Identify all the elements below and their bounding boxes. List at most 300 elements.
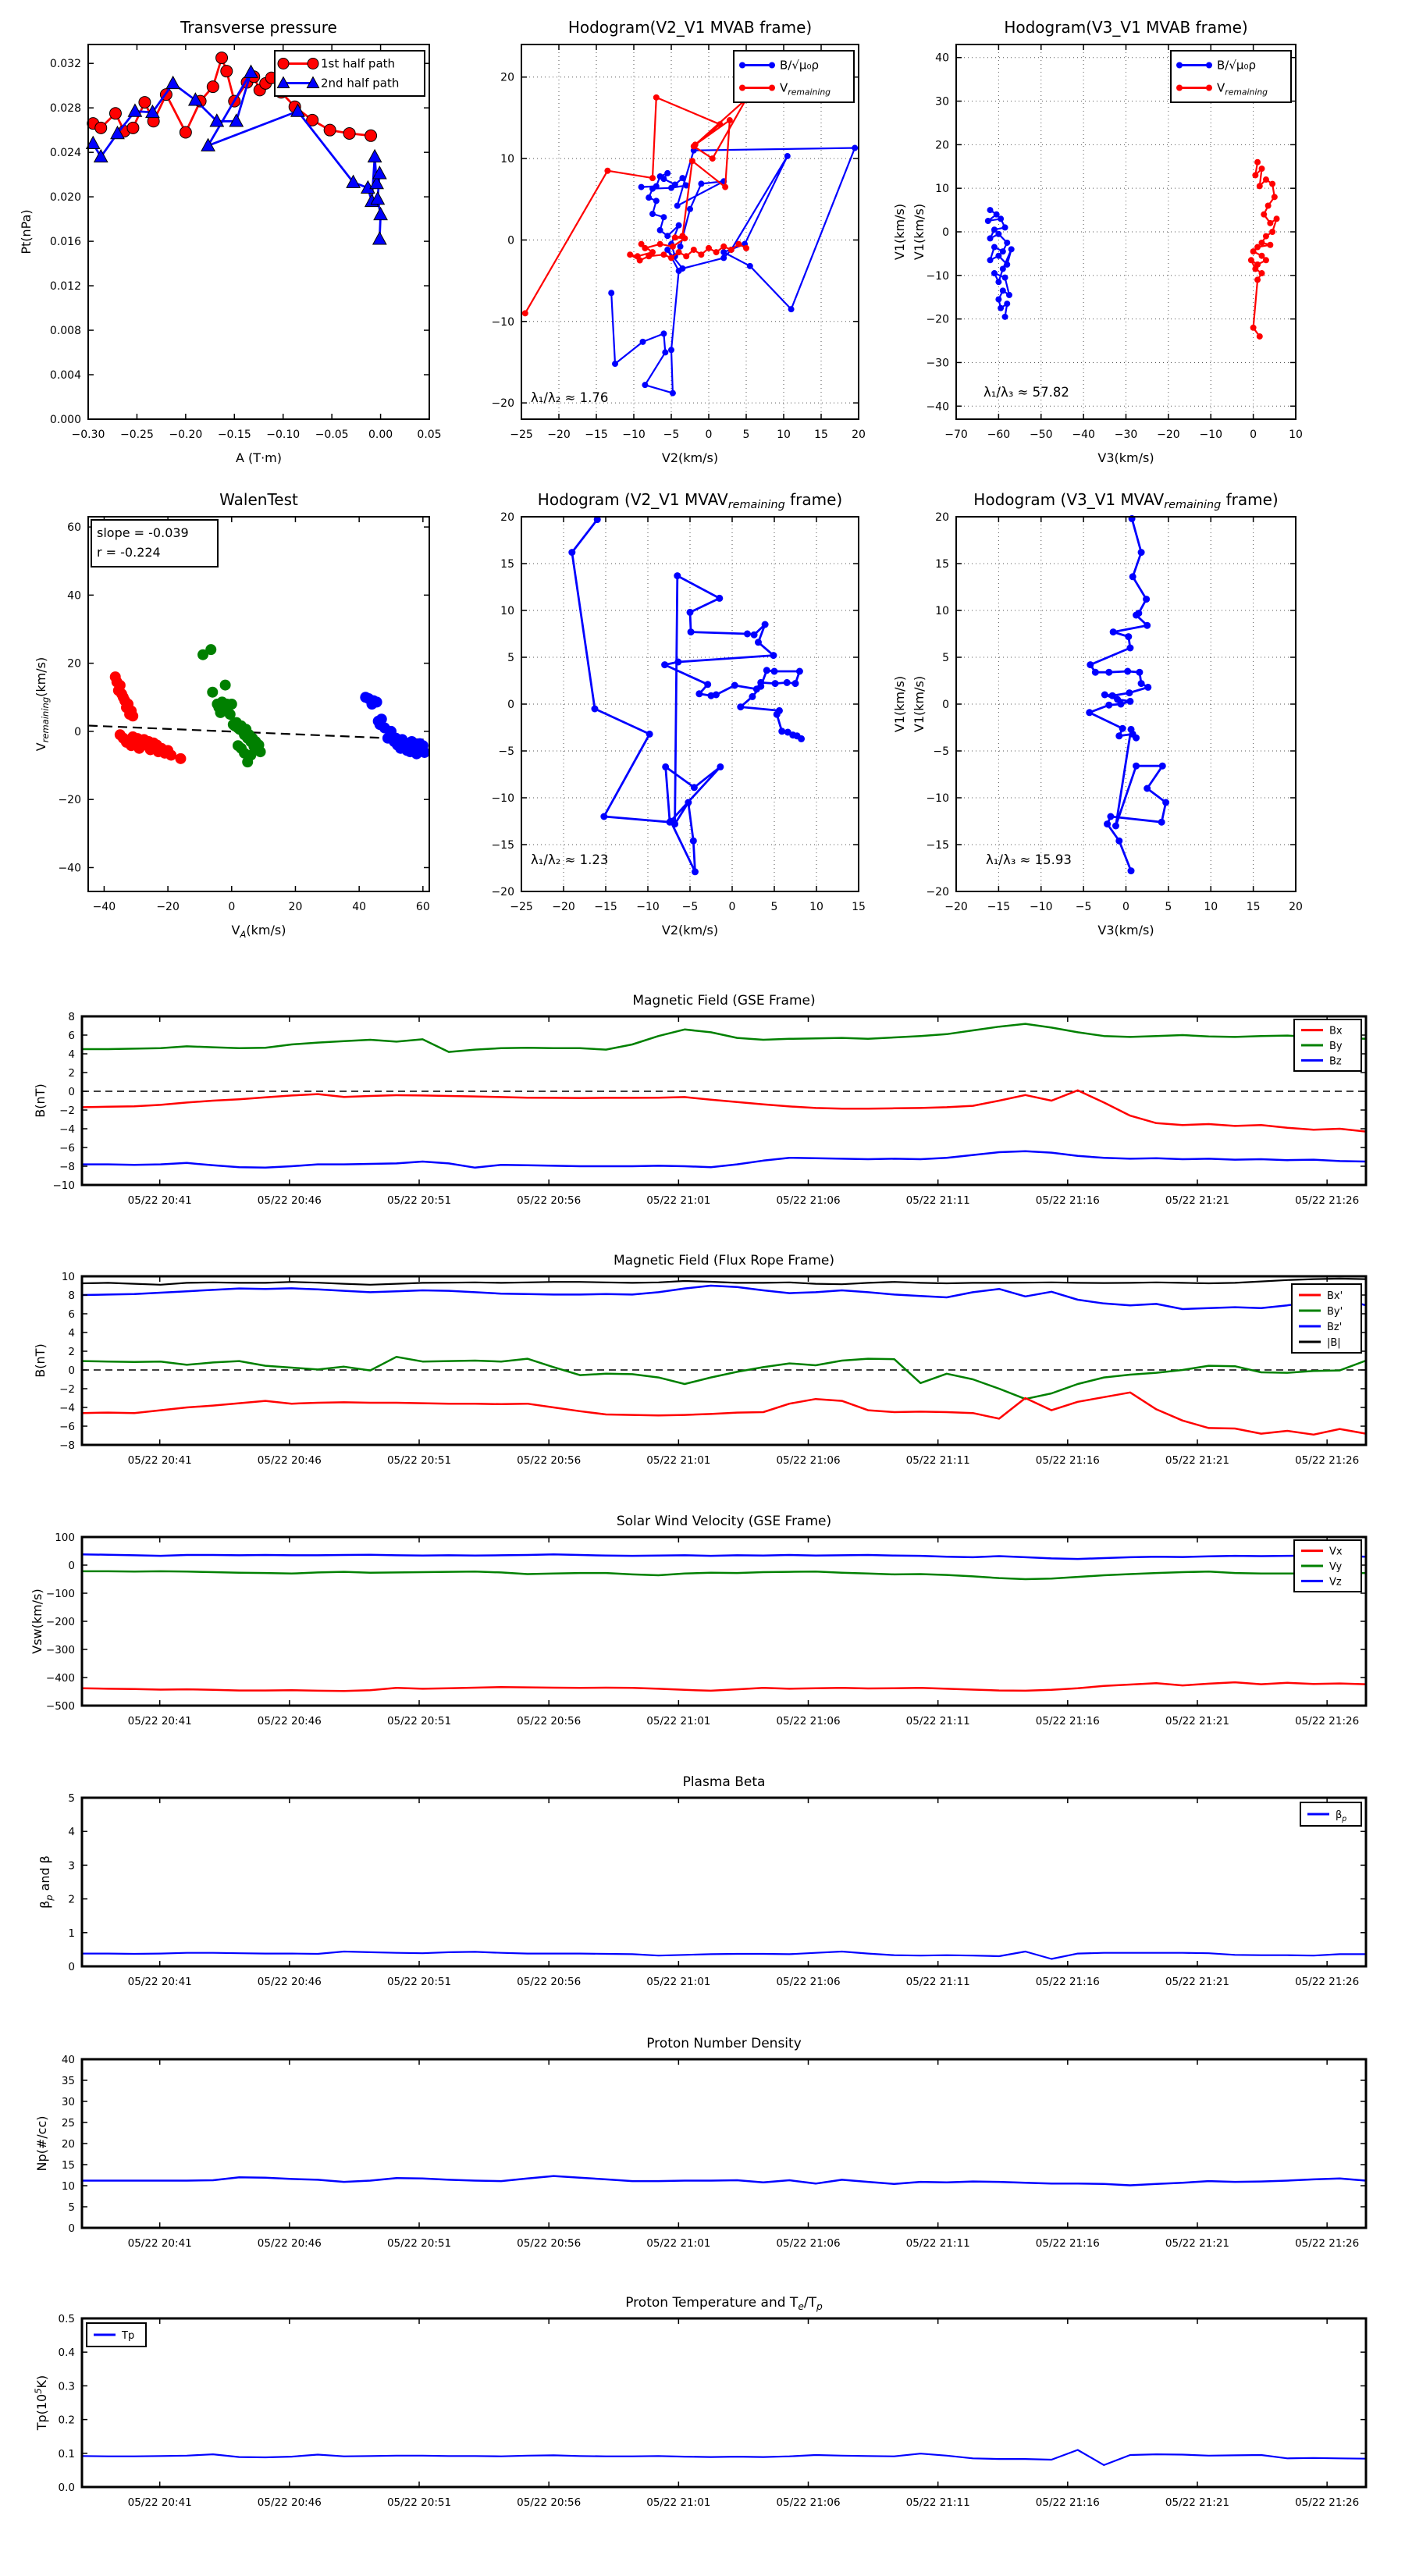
x-tick-label: −40 [1072, 429, 1095, 441]
legend-label: $V_{remaining}$ [780, 80, 831, 98]
marker-circle [365, 130, 377, 141]
chart-title: WalenTest [219, 490, 298, 509]
legend-label: B/√μ₀ρ [1217, 58, 1256, 73]
marker-dot [796, 668, 803, 675]
x-tick-label: 05/22 21:01 [646, 2237, 711, 2250]
marker-dot [1002, 224, 1008, 230]
chart-title: Proton Number Density [646, 2036, 802, 2051]
y-tick-label: 0.004 [49, 369, 81, 382]
axis-ticks [82, 2318, 1366, 2487]
x-tick-label: 05/22 21:01 [646, 1976, 711, 1988]
chart-title: Hodogram (V2_V1 $MVAV_{remaining}$ frame) [537, 490, 843, 511]
axis-ticks [82, 2059, 1366, 2228]
marker-circle [308, 59, 318, 69]
y-tick-label: 4 [68, 1327, 75, 1340]
marker-dot [687, 609, 694, 616]
x-tick-label: −0.05 [315, 429, 349, 441]
series-line [82, 1357, 1366, 1399]
marker-dot [175, 753, 186, 764]
y-tick-label: −10 [491, 315, 514, 329]
y-tick-label: 0 [68, 1961, 75, 1973]
marker-dot [995, 253, 1001, 259]
x-tick-label: 05/22 21:26 [1295, 2237, 1360, 2250]
x-tick-label: 05/22 21:01 [646, 1454, 711, 1467]
marker-dot [1105, 702, 1112, 709]
legend-label: B/√μ₀ρ [780, 58, 819, 73]
marker-dot [1138, 680, 1145, 687]
y-tick-label: 0.016 [49, 236, 81, 249]
y-tick-label: 8 [68, 1290, 75, 1302]
y-tick-label: 0.012 [49, 280, 81, 294]
x-tick-label: −5 [663, 429, 680, 441]
chart-title: Magnetic Field (GSE Frame) [632, 993, 816, 1009]
x-tick-label: 05/22 20:41 [127, 2237, 192, 2250]
series-line [82, 1151, 1366, 1168]
x-tick-label: −0.20 [169, 429, 203, 441]
marker-dot [1128, 726, 1135, 733]
legend-label: $V_{remaining}$ [1217, 80, 1268, 98]
tick-labels [53, 1011, 1360, 1207]
y-tick-label: 5 [507, 652, 514, 664]
marker-dot [739, 62, 745, 69]
marker-dot [676, 222, 682, 229]
y-tick-label: −10 [926, 269, 949, 283]
marker-dot [778, 728, 785, 735]
y-tick-label: 4 [68, 1048, 75, 1061]
marker-dot [1107, 813, 1114, 820]
x-tick-label: 05/22 20:46 [257, 2237, 322, 2250]
y-tick-label: 3 [68, 1859, 75, 1873]
x-tick-label: 20 [852, 429, 866, 441]
y-tick-label: 6 [68, 1030, 75, 1042]
marker-dot [1267, 242, 1273, 248]
y-tick-label: 10 [61, 2180, 75, 2193]
x-tick-label: 0 [228, 901, 236, 913]
series-Vz [82, 1554, 1366, 1559]
marker-dot [165, 749, 176, 760]
x-tick-label: −0.30 [71, 429, 105, 441]
marker-dot [1006, 292, 1012, 298]
x-tick-label: 05/22 20:56 [517, 1715, 582, 1727]
x-tick-label: 05/22 21:11 [905, 1976, 970, 1988]
y-axis-label: $V_{remaining}(km/s)$ [34, 656, 51, 752]
y-tick-label: 0 [74, 725, 81, 738]
y-tick-label: −20 [926, 886, 949, 898]
marker-dot [687, 206, 693, 212]
x-axis-label: V3(km/s) [1097, 923, 1154, 938]
series-line [82, 1571, 1366, 1579]
marker-dot [1004, 240, 1010, 246]
marker-dot [671, 820, 678, 827]
marker-dot [1110, 628, 1117, 635]
y-tick-label: 15 [935, 558, 949, 571]
y-tick-label: −100 [45, 1588, 75, 1600]
marker-dot [1263, 176, 1269, 183]
marker-dot [998, 215, 1004, 222]
x-tick-label: 05/22 21:11 [905, 1194, 970, 1207]
marker-dot [1101, 692, 1108, 699]
y-tick-label: −10 [491, 792, 514, 805]
axis-ticks [82, 1537, 1366, 1706]
marker-dot [1144, 785, 1151, 792]
marker-dot [1002, 314, 1008, 320]
series-V-remaining [522, 94, 749, 317]
x-tick-label: 05/22 21:21 [1165, 1194, 1230, 1207]
y-tick-label: −30 [926, 357, 949, 370]
series-line [82, 1024, 1366, 1052]
x-tick-label: 05/22 21:06 [776, 1715, 841, 1727]
marker-dot [737, 703, 744, 710]
marker-dot [1115, 838, 1122, 845]
marker-dot [1158, 819, 1165, 826]
y-tick-label: 4 [68, 1826, 75, 1839]
y-tick-label: −2 [59, 1105, 75, 1117]
marker-dot [1162, 799, 1169, 806]
y-tick-label: 40 [61, 2054, 75, 2066]
y-axis-label: Np(#/cc) [34, 2115, 49, 2172]
tick-labels [491, 72, 865, 441]
legend-label: Bx [1329, 1025, 1343, 1037]
marker-dot [763, 667, 770, 674]
x-tick-label: 5 [1165, 901, 1172, 913]
marker-dot [668, 254, 674, 261]
x-tick-label: 05/22 21:11 [905, 1454, 970, 1467]
marker-dot [649, 211, 656, 217]
x-tick-label: 15 [852, 901, 866, 913]
marker-dot [660, 330, 667, 336]
y-tick-label: 5 [942, 652, 949, 664]
marker-dot [692, 141, 699, 148]
y-tick-label: 0.2 [58, 2414, 75, 2427]
y-tick-label: −20 [58, 794, 81, 807]
legend-label: By [1329, 1041, 1343, 1052]
marker-dot [995, 297, 1001, 303]
lambda-annotation: λ₁/λ₃ ≈ 15.93 [986, 852, 1072, 867]
series-line [82, 1554, 1366, 1559]
marker-dot [716, 595, 723, 602]
chart-hodogram-v2v1-mvav [476, 480, 929, 948]
chart-walen-test [0, 480, 476, 948]
y-tick-label: 0 [942, 699, 949, 711]
marker-dot [674, 203, 681, 209]
marker-dot [788, 306, 795, 312]
marker-dot [1206, 62, 1212, 69]
x-tick-label: 0 [728, 901, 736, 913]
lambda-annotation: λ₁/λ₂ ≈ 1.23 [531, 852, 609, 867]
x-axis-label: V2(km/s) [661, 450, 719, 465]
series-Np [82, 2176, 1366, 2186]
marker-dot [735, 241, 742, 247]
marker-dot [220, 680, 231, 691]
y-tick-label: 10 [935, 605, 949, 617]
axes-frame [82, 1798, 1366, 1966]
x-tick-label: 05/22 20:46 [257, 1454, 322, 1467]
marker-dot [604, 168, 610, 174]
series-By-prime [82, 1357, 1366, 1399]
y-tick-label: 2 [68, 1346, 75, 1358]
y-axis-label: V1(km/s) [912, 203, 927, 261]
y-axis-label: $Tp(10^5K)$ [33, 2375, 49, 2431]
y-tick-label: −15 [926, 839, 949, 852]
series-Bx-prime [82, 1393, 1366, 1435]
y-tick-label: 0 [507, 699, 514, 711]
lambda-annotation: λ₁/λ₂ ≈ 1.76 [531, 390, 609, 405]
x-tick-label: 05/22 21:16 [1035, 2237, 1100, 2250]
y-tick-label: 5 [68, 1792, 75, 1805]
x-tick-label: 05/22 21:21 [1165, 2496, 1230, 2509]
marker-dot [1143, 596, 1150, 603]
x-tick-label: 60 [415, 901, 430, 913]
marker-dot [649, 175, 656, 181]
legend-label: Vy [1329, 1561, 1343, 1573]
marker-dot [612, 361, 618, 367]
y-tick-label: 0 [507, 234, 514, 247]
axis-ticks [82, 1276, 1366, 1445]
tick-labels [59, 1271, 1359, 1467]
marker-dot [717, 121, 723, 127]
marker-dot [720, 244, 727, 250]
x-tick-label: −10 [1029, 901, 1053, 913]
x-tick-label: −10 [622, 429, 646, 441]
marker-triangle [373, 232, 386, 244]
x-tick-label: −15 [594, 901, 617, 913]
marker-dot [690, 838, 697, 845]
marker-dot [233, 740, 244, 751]
series-line [82, 1393, 1366, 1435]
y-tick-label: −6 [59, 1142, 75, 1155]
marker-dot [1112, 823, 1119, 830]
x-tick-label: 05/22 21:06 [776, 2496, 841, 2509]
marker-dot [419, 747, 430, 758]
y-tick-label: 0.0 [58, 2482, 75, 2494]
marker-dot [757, 683, 764, 690]
marker-dot [798, 735, 805, 742]
y-tick-label: 0.024 [49, 147, 81, 160]
x-axis-label: V2(km/s) [661, 923, 719, 938]
marker-dot [255, 746, 266, 757]
chart-title: Plasma Beta [682, 1774, 766, 1790]
x-tick-label: 05/22 20:41 [127, 1194, 192, 1207]
x-tick-label: −0.25 [119, 429, 154, 441]
marker-dot [995, 279, 1001, 285]
y-tick-label: 2 [68, 1893, 75, 1906]
marker-dot [1261, 212, 1267, 218]
series-line [82, 2176, 1366, 2186]
grid-lines [956, 517, 1296, 891]
x-tick-label: 05/22 20:56 [517, 1976, 582, 1988]
marker-dot [784, 679, 791, 686]
lambda-annotation: λ₁/λ₃ ≈ 57.82 [984, 385, 1069, 400]
legend-label: Vx [1329, 1546, 1343, 1558]
marker-dot [1263, 233, 1269, 240]
marker-dot [1254, 159, 1261, 165]
marker-triangle [374, 208, 387, 220]
marker-circle [109, 108, 121, 119]
marker-dot [991, 270, 998, 276]
chart-title: Hodogram(V3_V1 MVAB frame) [1004, 18, 1248, 37]
x-tick-label: −50 [1029, 429, 1053, 441]
y-tick-label: 10 [500, 605, 514, 617]
x-tick-label: 05/22 20:51 [386, 1976, 452, 1988]
x-tick-label: 05/22 21:11 [905, 2496, 970, 2509]
marker-dot [1274, 215, 1280, 222]
marker-dot [678, 244, 684, 250]
y-tick-label: 10 [61, 1271, 75, 1283]
marker-circle [127, 122, 139, 133]
marker-dot [717, 763, 724, 770]
marker-dot [1087, 661, 1094, 668]
x-axis-label: A (T·m) [236, 450, 282, 465]
x-tick-label: 05/22 21:16 [1035, 1194, 1100, 1207]
marker-dot [1138, 549, 1145, 556]
x-tick-label: 05/22 21:26 [1295, 1454, 1360, 1467]
y-tick-label: −20 [926, 313, 949, 326]
legend-label: Vz [1329, 1576, 1342, 1589]
x-tick-label: 05/22 20:46 [257, 1194, 322, 1207]
marker-dot [1124, 668, 1131, 675]
tick-labels [68, 1792, 1359, 1988]
x-tick-label: 20 [1289, 901, 1303, 913]
marker-dot [127, 710, 138, 721]
y-tick-label: 0 [68, 2222, 75, 2235]
series-By [82, 1024, 1366, 1052]
marker-dot [720, 254, 727, 261]
marker-dot [998, 305, 1004, 311]
marker-dot [1128, 867, 1135, 874]
marker-dot [852, 145, 858, 151]
legend-label: By' [1327, 1306, 1343, 1318]
y-tick-label: 30 [61, 2096, 75, 2108]
y-tick-label: 6 [68, 1308, 75, 1321]
series-line [93, 73, 380, 240]
y-tick-label: 20 [67, 657, 81, 671]
marker-dot [769, 62, 775, 69]
series-line [82, 1682, 1366, 1691]
chart-hodogram-v3v1-mvav [912, 480, 1405, 948]
x-tick-label: 05/22 20:56 [517, 1454, 582, 1467]
marker-dot [987, 257, 994, 263]
marker-dot [1272, 194, 1278, 200]
legend-label: |B| [1327, 1337, 1341, 1349]
y-axis-label: V1(km/s) [912, 675, 927, 733]
marker-dot [664, 170, 670, 176]
y-tick-label: 35 [61, 2075, 75, 2087]
marker-dot [1129, 573, 1136, 580]
marker-dot [691, 247, 697, 253]
marker-dot [685, 799, 692, 806]
y-tick-label: 0 [68, 1364, 75, 1377]
marker-dot [1126, 645, 1133, 652]
marker-dot [770, 652, 777, 659]
y-tick-label: 0 [68, 1086, 75, 1098]
marker-dot [670, 390, 676, 397]
marker-dot [660, 251, 667, 258]
marker-dot [672, 234, 678, 240]
series-line [82, 1286, 1366, 1309]
series-B-magnitude [82, 1279, 1366, 1285]
y-tick-label: 100 [55, 1532, 75, 1544]
tick-labels [46, 1532, 1359, 1727]
y-axis-label: $\beta_p$ and β [37, 1855, 55, 1909]
legend-label: Bz' [1327, 1322, 1343, 1333]
x-tick-label: 05/22 20:41 [127, 1976, 192, 1988]
axes-frame [82, 1276, 1366, 1445]
x-tick-label: 05/22 20:51 [386, 1454, 452, 1467]
x-tick-label: −40 [92, 901, 116, 913]
marker-dot [784, 153, 791, 159]
y-tick-label: 25 [61, 2117, 75, 2129]
stats-line: r = -0.224 [97, 545, 161, 560]
x-tick-label: −30 [1114, 429, 1138, 441]
x-tick-label: 20 [288, 901, 303, 913]
marker-dot [1117, 701, 1124, 708]
y-tick-label: 15 [500, 558, 514, 571]
marker-dot [1126, 698, 1133, 705]
marker-dot [987, 235, 994, 241]
marker-dot [640, 339, 646, 345]
marker-circle [221, 66, 233, 77]
y-tick-label: −5 [498, 745, 514, 758]
marker-dot [691, 784, 698, 791]
legend-label: 1st half path [321, 56, 396, 71]
marker-dot [1176, 62, 1183, 69]
series-B-over-sqrt-mu0rho [608, 145, 858, 397]
marker-dot [207, 687, 218, 698]
marker-dot [1257, 333, 1263, 340]
marker-dot [704, 681, 711, 688]
chart-bfield-gse [0, 972, 1405, 1232]
marker-dot [1133, 612, 1140, 619]
marker-dot [653, 94, 660, 101]
marker-dot [657, 227, 663, 233]
marker-dot [731, 682, 738, 689]
marker-dot [698, 251, 704, 258]
marker-circle [324, 124, 336, 136]
marker-dot [1254, 276, 1261, 283]
marker-dot [1136, 669, 1143, 676]
marker-dot [1267, 220, 1273, 226]
series-beta-p [82, 1952, 1366, 1959]
x-tick-label: 05/22 20:51 [386, 2237, 452, 2250]
tick-labels [926, 511, 1302, 913]
series-line [82, 1279, 1366, 1285]
marker-dot [755, 639, 762, 646]
legend-label: $\beta_p$ [1336, 1809, 1347, 1823]
x-tick-label: −20 [944, 901, 968, 913]
y-tick-label: 0.1 [58, 2447, 75, 2460]
x-tick-label: 05/22 21:01 [646, 2496, 711, 2509]
marker-dot [1144, 622, 1151, 629]
y-tick-label: −20 [491, 886, 514, 898]
marker-dot [664, 233, 670, 239]
y-tick-label: −4 [59, 1123, 75, 1136]
marker-triangle [128, 104, 141, 116]
y-tick-label: 20 [935, 139, 949, 152]
marker-dot [372, 696, 382, 707]
series-line [611, 148, 855, 393]
x-tick-label: 05/22 20:41 [127, 2496, 192, 2509]
marker-dot [987, 207, 994, 213]
marker-dot [688, 628, 695, 635]
marker-dot [1004, 301, 1010, 307]
y-tick-label: 1 [68, 1927, 75, 1940]
y-tick-label: 20 [935, 511, 949, 524]
marker-dot [116, 688, 127, 699]
y-tick-label: 0.3 [58, 2380, 75, 2393]
x-tick-label: 15 [1246, 901, 1261, 913]
x-tick-label: 05/22 20:56 [517, 1194, 582, 1207]
marker-dot [1269, 229, 1275, 235]
